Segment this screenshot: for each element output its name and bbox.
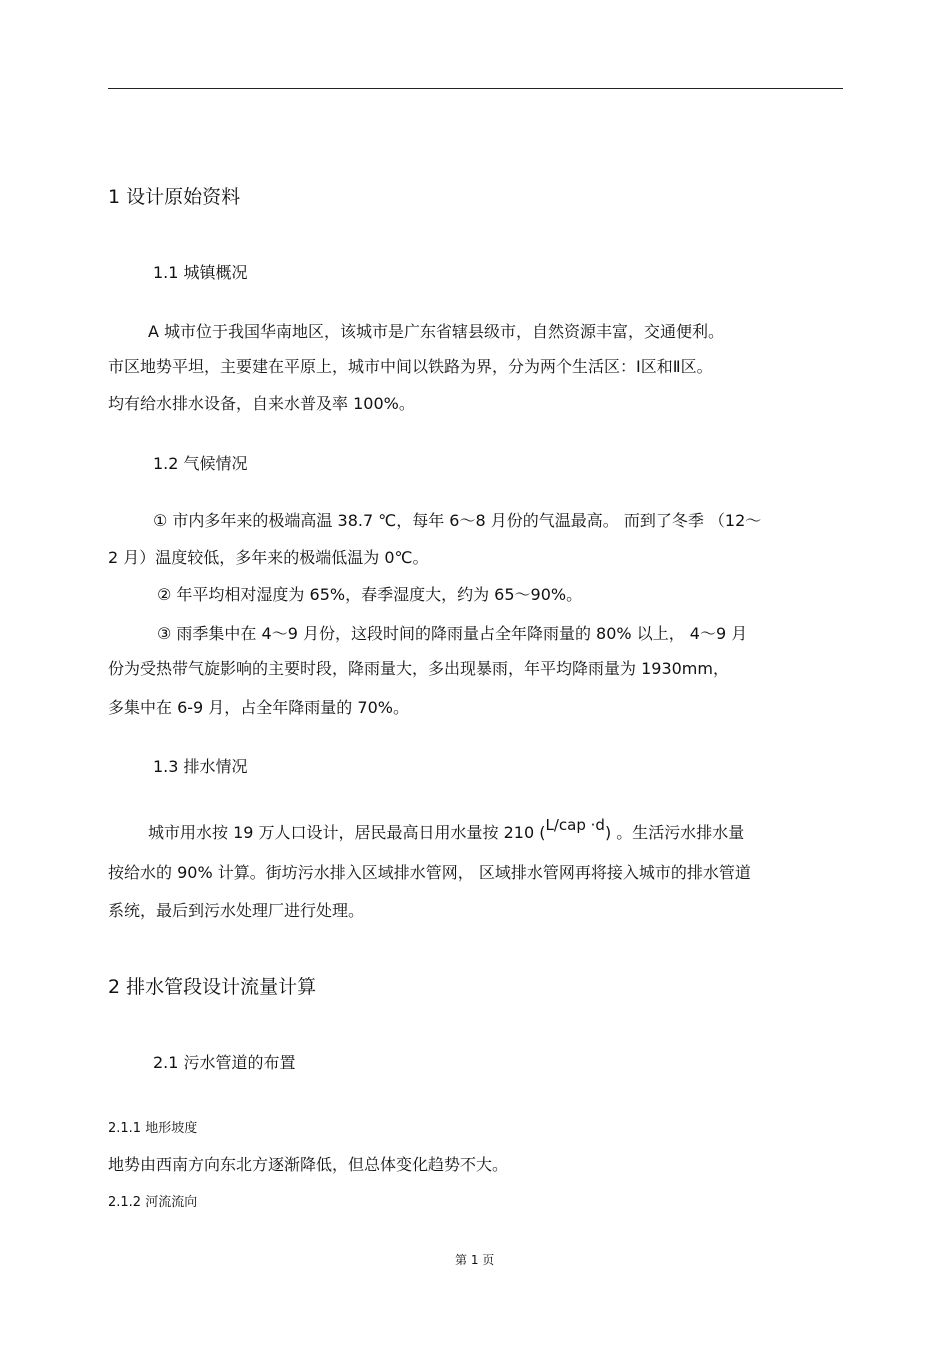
header-rule (108, 88, 843, 89)
section-2-1-1-heading: 2.1.1 地形坡度 (108, 1121, 198, 1136)
section-1-3-heading: 1.3 排水情况 (153, 757, 248, 776)
paragraph-line: ③ 雨季集中在 4～9 月份，这段时间的降雨量占全年降雨量的 80% 以上， 4～9 月 (157, 624, 748, 643)
paragraph-line: 份为受热带气旋影响的主要时段，降雨量大，多出现暴雨，年平均降雨量为 1930mm， (108, 659, 729, 678)
section-1-heading: 1 设计原始资料 (108, 186, 241, 208)
paragraph-line: A 城市位于我国华南地区，该城市是广东省辖县级市，自然资源丰富，交通便利。 (148, 322, 725, 341)
paragraph-line: 市区地势平坦，主要建在平原上，城市中间以铁路为界，分为两个生活区：Ⅰ区和Ⅱ区。 (108, 357, 713, 376)
paragraph-line: 2 月）温度较低，多年来的极端低温为 0℃。 (108, 548, 429, 567)
section-1-1-heading: 1.1 城镇概况 (153, 263, 248, 282)
paragraph-line (148, 816, 745, 843)
section-2-1-heading: 2.1 污水管道的布置 (153, 1053, 296, 1072)
paragraph-text: 城市用水按 19 万人口设计，居民最高日用水量按 210 ( (148, 823, 546, 842)
paragraph-line: ① 市内多年来的极端高温 38.7 ℃，每年 6～8 月份的气温最高。 而到了冬季 （12～ (153, 511, 762, 530)
section-2-1-2-heading: 2.1.2 河流流向 (108, 1195, 198, 1210)
paragraph-line: ② 年平均相对湿度为 65%，春季湿度大，约为 65～90%。 (157, 585, 583, 604)
paragraph-line: 均有给水排水设备，自来水普及率 100%。 (108, 394, 415, 413)
page-number: 第 1 页 (455, 1253, 495, 1267)
paragraph-line: 按给水的 90% 计算。街坊污水排入区域排水管网， 区域排水管网再将接入城市的排水管道 (108, 863, 751, 882)
unit-formula: L/cap ·d (545, 816, 605, 834)
paragraph-line: 多集中在 6-9 月，占全年降雨量的 70%。 (108, 698, 409, 717)
section-1-2-heading: 1.2 气候情况 (153, 454, 248, 473)
section-2-heading: 2 排水管段设计流量计算 (108, 976, 317, 998)
paragraph-line: 地势由西南方向东北方逐渐降低，但总体变化趋势不大。 (108, 1155, 509, 1174)
paragraph-line: 系统，最后到污水处理厂进行处理。 (108, 901, 365, 920)
paragraph-text: ) 。生活污水排水量 (604, 823, 745, 842)
